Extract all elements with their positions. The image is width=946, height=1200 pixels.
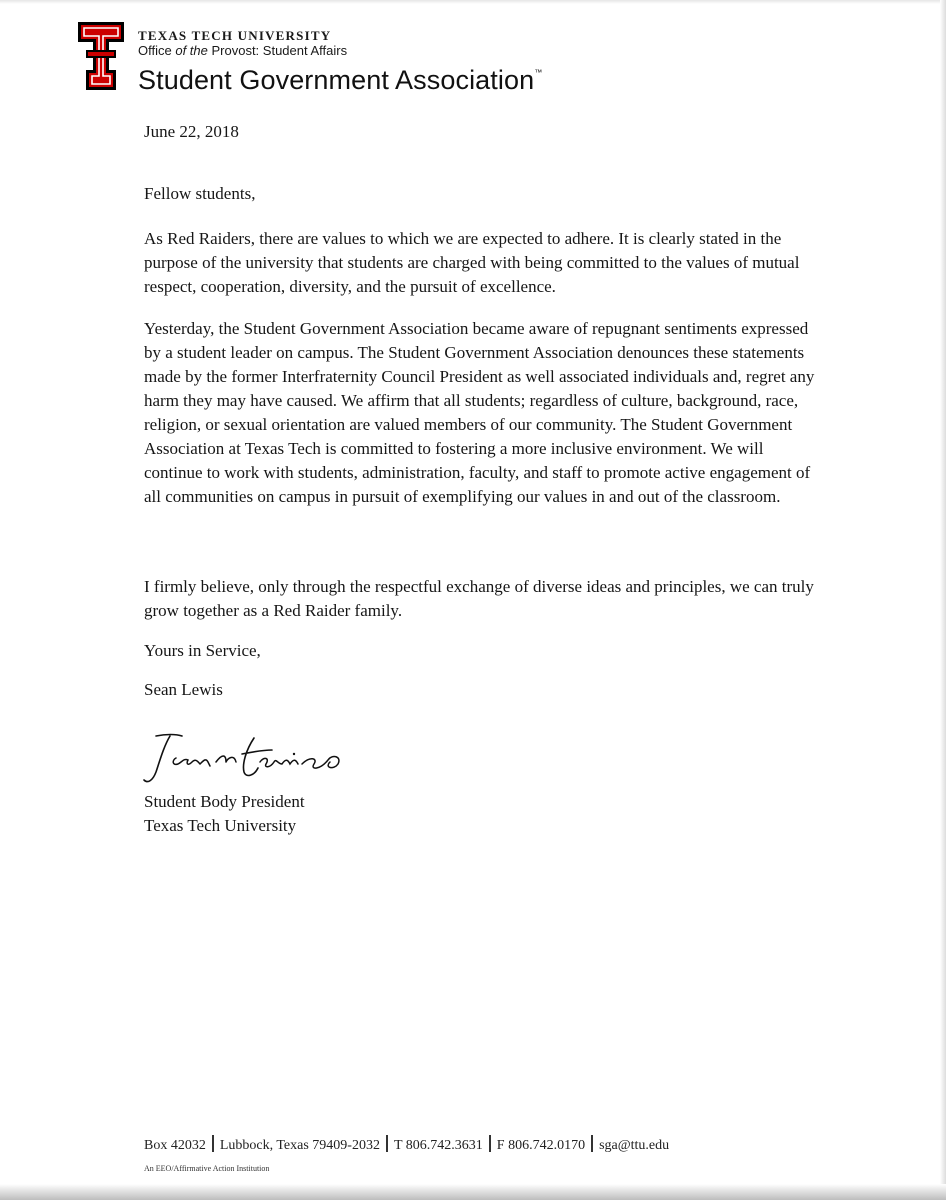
footer-divider <box>386 1135 388 1152</box>
signer-name: Sean Lewis <box>144 680 223 699</box>
footer-fax: F 806.742.0170 <box>496 1138 586 1153</box>
office-prefix: Office <box>138 43 176 58</box>
scan-edge-bottom <box>0 1184 946 1200</box>
letter-paragraph-1: As Red Raiders, there are values to which we are expected to adhere. It is clearly stated in the purpose of the university that students are charged with being committed to the values of mutual respect, cooperation, diversity, and the pursuit of excellence. <box>144 229 800 296</box>
letter-date: June 22, 2018 <box>144 122 239 141</box>
signer-title: Student Body President <box>144 792 305 811</box>
organization-name <box>138 58 542 95</box>
texas-tech-double-t-logo <box>78 22 124 90</box>
university-name: TEXAS TECH UNIVERSITY <box>138 28 332 43</box>
footer-city: Lubbock, Texas 79409-2032 <box>219 1138 380 1153</box>
letter-paragraph-3: I firmly believe, only through the respectful exchange of diverse ideas and principles, we can truly grow together as a Red Raider family. <box>144 577 814 620</box>
footer-email: sga@ttu.edu <box>599 1138 670 1153</box>
footer-divider <box>591 1135 593 1152</box>
letter-paragraph-2: Yesterday, the Student Government Association became aware of repugnant sentiments expressed by a student leader on campus. The Student Government Association denounces these statements made by the former Interfraternity Council President as well associated individuals and, regret any harm they may have caused. We affirm that all students; regardless of culture, background, race, religion, or sexual orientation are valued members of our community. The Student Government Association at Texas Tech is committed to fostering a more inclusive environment. We will continue to work with students, administration, faculty, and staff to promote active engagement of all communities on campus in pursuit of exemplifying our values in and out of the classroom. <box>144 319 815 506</box>
footer-divider <box>489 1135 491 1152</box>
footer-phone: T 806.742.3631 <box>393 1138 483 1153</box>
scan-edge-right <box>940 0 946 1200</box>
footer-contact <box>144 1135 669 1156</box>
eeo-statement: An EEO/Affirmative Action Institution <box>144 1164 270 1173</box>
letter-salutation: Fellow students, <box>144 184 256 203</box>
trademark-mark: ™ <box>534 68 543 77</box>
office-italic: of the <box>175 43 208 58</box>
office-line <box>138 43 542 58</box>
signer-institution: Texas Tech University <box>144 816 297 835</box>
handwritten-signature <box>142 728 362 788</box>
footer-divider <box>212 1135 214 1152</box>
footer-box: Box 42032 <box>144 1138 206 1153</box>
letterhead-text <box>138 28 542 95</box>
office-suffix: Provost: Student Affairs <box>207 43 348 58</box>
scan-edge-top <box>0 0 946 4</box>
letterhead <box>78 22 638 94</box>
organization-title: Student Government Association <box>138 65 535 95</box>
letter-closing: Yours in Service, <box>144 641 261 660</box>
